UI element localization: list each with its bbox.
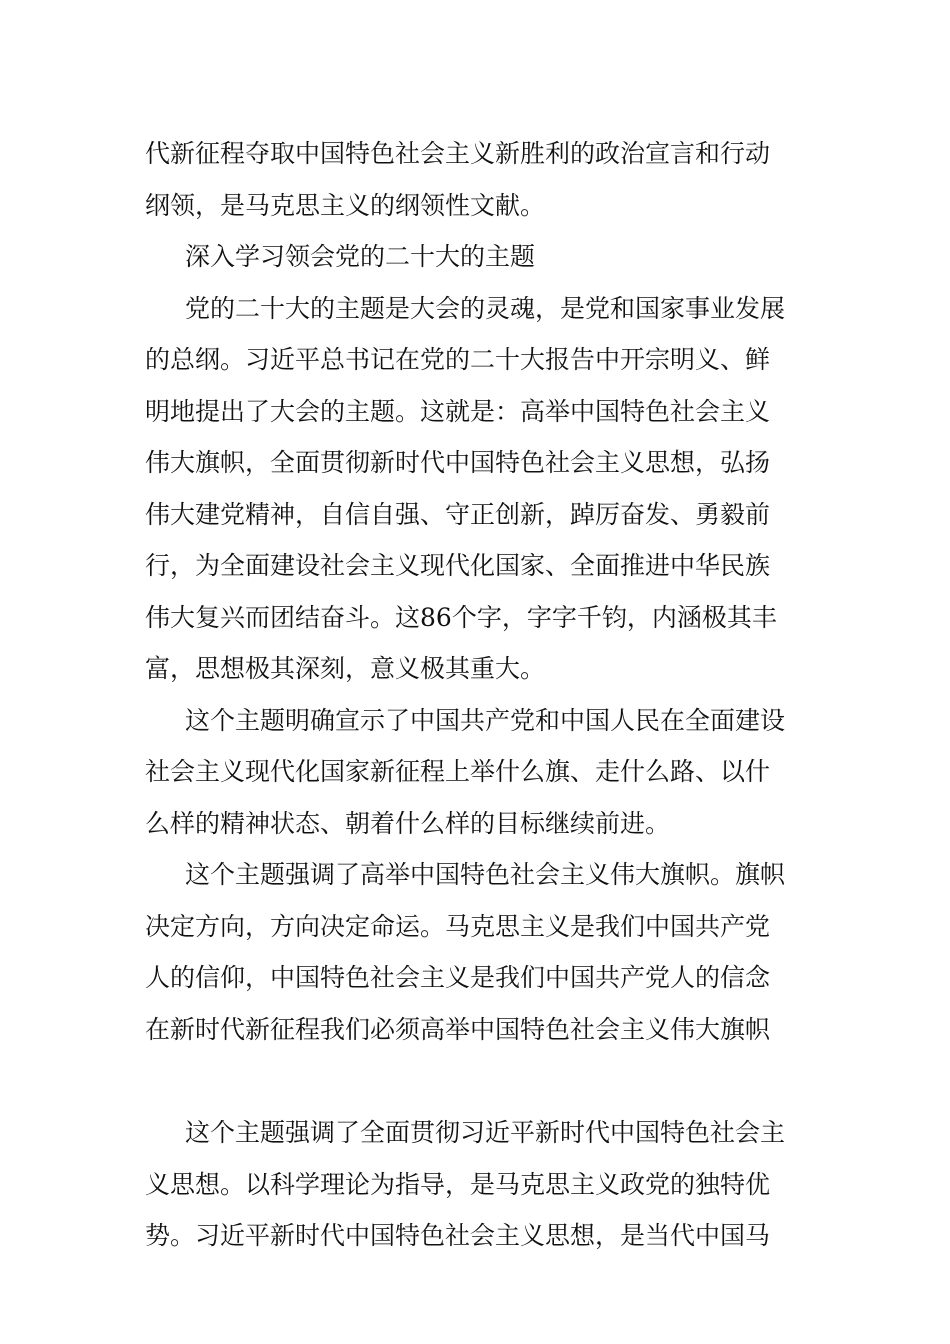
text-line: 在新时代新征程我们必须高举中国特色社会主义伟大旗帜 [145,1014,771,1044]
text-line: 伟大建党精神，自信自强、守正创新，踔厉奋发、勇毅前 [145,499,771,529]
text-line: 纲领，是马克思主义的纲领性文献。 [145,190,546,220]
text-line: 这个主题强调了高举中国特色社会主义伟大旗帜。旗帜 [185,860,786,889]
text-line: 代新征程夺取中国特色社会主义新胜利的政治宣言和行动 [145,139,771,168]
text-line: 富，思想极其深刻，意义极其重大。 [145,654,546,683]
text-line: 义思想。以科学理论为指导，是马克思主义政党的独特优 [145,1169,771,1199]
text-line: 人的信仰，中国特色社会主义是我们中国共产党人的信念 [145,963,771,992]
text-line: 行，为全面建设社会主义现代化国家、全面推进中华民族 [145,551,771,580]
paragraph-continuation [145,128,805,231]
text-line: 这个主题明确宣示了中国共产党和中国人民在全面建设 [185,705,786,735]
document-body [145,128,805,1262]
paragraph-thought [145,1107,805,1262]
text-line: 伟大复兴而团结奋斗。这86个字，字字千钧，内涵极其丰 [145,602,777,632]
section-heading: 深入学习领会党的二十大的主题 [185,242,536,271]
paragraph-banner [145,849,805,1055]
text-line: 决定方向，方向决定命运。马克思主义是我们中国共产党 [145,911,771,941]
text-line: 势。习近平新时代中国特色社会主义思想，是当代中国马 [145,1221,771,1250]
text-line: 伟大旗帜，全面贯彻新时代中国特色社会主义思想，弘扬 [145,448,771,477]
paragraph-declaration [145,695,805,850]
paragraph-theme [145,283,805,695]
paragraph-gap [145,1055,805,1107]
text-line: 么样的精神状态、朝着什么样的目标继续前进。 [145,808,671,838]
text-line: 这个主题强调了全面贯彻习近平新时代中国特色社会主 [185,1118,786,1147]
text-line: 的总纲。习近平总书记在党的二十大报告中开宗明义、鲜 [145,345,771,374]
text-line: 社会主义现代化国家新征程上举什么旗、走什么路、以什 [145,757,771,786]
text-line: 党的二十大的主题是大会的灵魂，是党和国家事业发展 [185,293,786,323]
text-line: 明地提出了大会的主题。这就是：高举中国特色社会主义 [145,396,771,426]
